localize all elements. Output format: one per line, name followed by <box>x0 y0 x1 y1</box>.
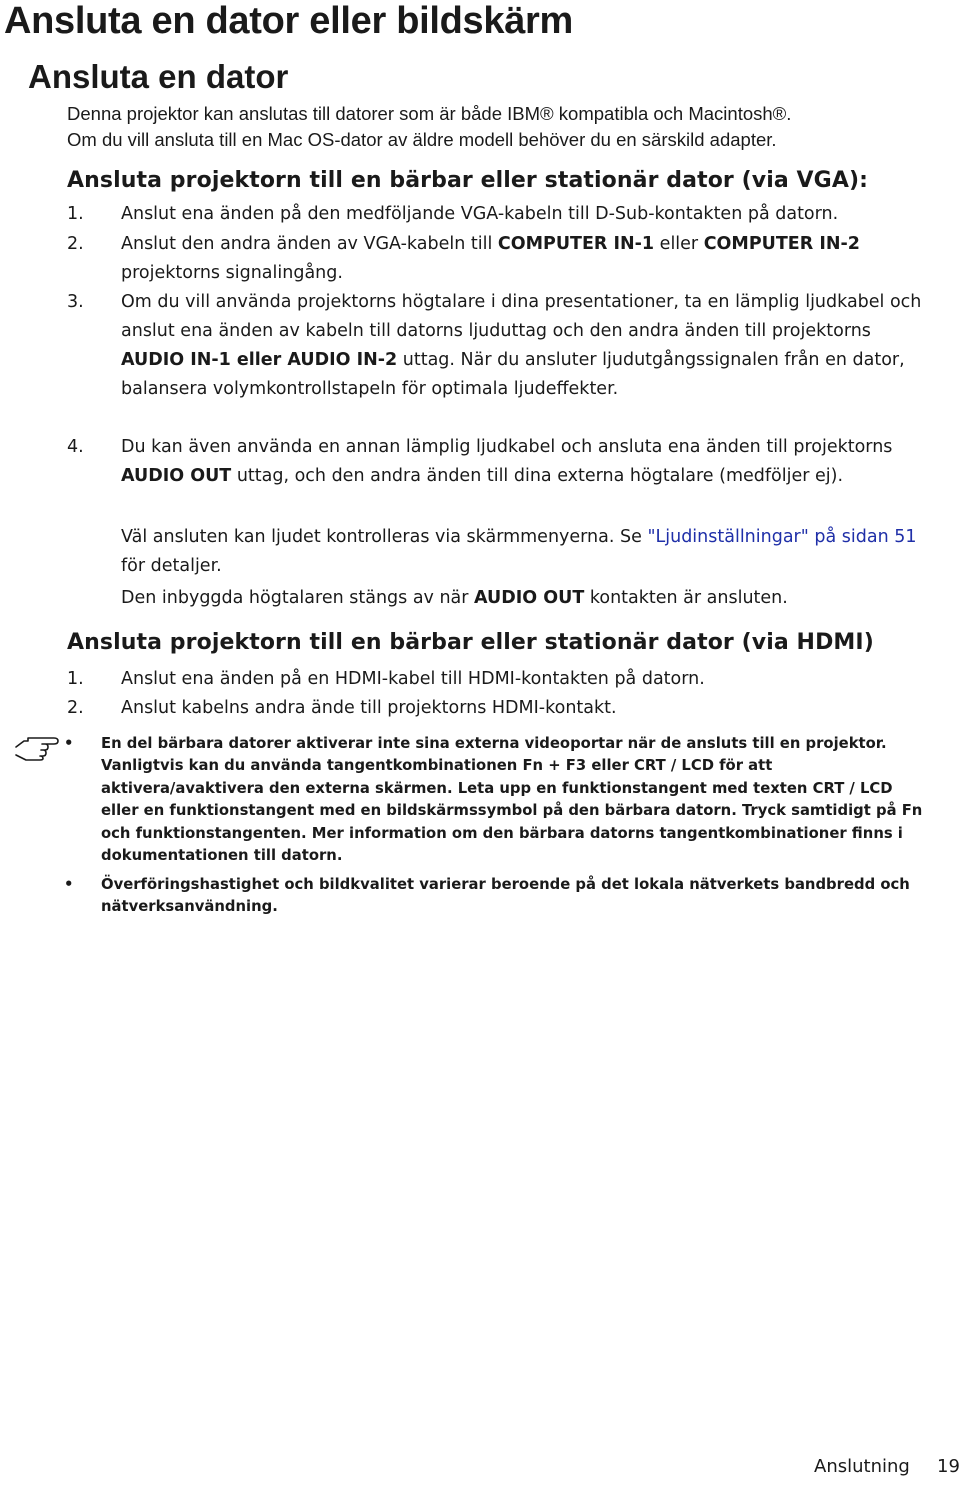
hdmi-step-1 <box>67 665 937 694</box>
section-title: Ansluta en dator <box>28 58 289 95</box>
pointing-hand-icon <box>14 733 60 761</box>
vga-step-4 <box>67 433 937 491</box>
bullet: • <box>64 876 74 893</box>
vga-step-3 <box>67 288 937 404</box>
hdmi-heading: Ansluta projektorn till en bärbar eller stationär dator (via HDMI) <box>67 630 874 655</box>
vga-heading: Ansluta projektorn till en bärbar eller stationär dator (via VGA): <box>67 168 869 193</box>
step-text: Anslut den andra änden av VGA-kabeln till COMPUTER IN-1 eller COMPUTER IN-2 projektorns signalingång. <box>121 234 860 283</box>
step-number: 3. <box>67 292 84 312</box>
cross-reference-link[interactable]: "Ljudinställningar" på sidan 51 <box>647 527 917 547</box>
step-number: 4. <box>67 437 84 457</box>
step-text: Anslut kabelns andra ände till projektorns HDMI-kontakt. <box>121 698 617 718</box>
step-text: Anslut ena änden på den medföljande VGA-kabeln till D-Sub-kontakten på datorn. <box>121 204 839 224</box>
note-text: En del bärbara datorer aktiverar inte sina externa videoportar när de ansluts till en projektor. Vanligtvis kan du använda tangentkombinationen Fn + F3 eller CRT / LCD för att aktivera/avaktivera den externa skärmen. Leta upp en funktionstangent med texten CRT / LCD eller en funktionstangent med en bildskärmssymbol på den bärbara datorn. Tryck samtidigt på Fn och funktionstangenten. Mer information om den bärbara datorns tangentkombinationer finns i dokumentationen till datorn. <box>101 735 923 865</box>
intro-paragraph <box>67 101 947 153</box>
step-text: Anslut ena änden på en HDMI-kabel till HDMI-kontakten på datorn. <box>121 669 705 689</box>
step-number: 2. <box>67 698 84 718</box>
audio-settings-note: Väl ansluten kan ljudet kontrolleras via skärmmenyerna. Se "Ljudinställningar" på sidan 51 för detaljer. <box>121 527 917 576</box>
bullet: • <box>64 735 74 752</box>
note-text: Överföringshastighet och bildkvalitet varierar beroende på det lokala nätverkets bandbredd och nätverksanvändning. <box>101 876 910 916</box>
page-title: Ansluta en dator eller bildskärm <box>4 0 574 42</box>
port-name: AUDIO OUT <box>121 466 232 486</box>
page-number: 19 <box>937 1456 960 1477</box>
note-item <box>64 733 934 867</box>
step-text: Om du vill använda projektorns högtalare i dina presentationer, ta en lämplig ljudkabel och anslut ena änden av kabeln till datorns ljuduttag och den andra änden till projektorns AUDIO IN-1 eller AUDIO IN-2 uttag. När du ansluter ljudutgångssignalen från en dator, balansera volymkontrollstapeln för optimala ljudeffekter. <box>121 292 922 399</box>
step-number: 1. <box>67 669 84 689</box>
speaker-off-note: Den inbyggda högtalaren stängs av när AUDIO OUT kontakten är ansluten. <box>121 588 788 608</box>
vga-step-1 <box>67 200 937 229</box>
port-name: AUDIO IN-1 eller AUDIO IN-2 <box>121 350 398 370</box>
vga-step-2 <box>67 230 937 288</box>
intro-line: Denna projektor kan anslutas till datorer som är både IBM® kompatibla och Macintosh®. <box>67 103 792 124</box>
port-name: COMPUTER IN-1 <box>497 234 655 254</box>
note-item <box>64 874 934 919</box>
step-number: 1. <box>67 204 84 224</box>
step-number: 2. <box>67 234 84 254</box>
footer-section-label: Anslutning <box>814 1456 910 1477</box>
port-name: AUDIO OUT <box>474 588 585 608</box>
hdmi-step-2 <box>67 694 937 723</box>
intro-line: Om du vill ansluta till en Mac OS-dator av äldre modell behöver du en särskild adapter. <box>67 129 777 150</box>
step-text: Du kan även använda en annan lämplig ljudkabel och ansluta ena änden till projektorns AUDIO OUT uttag, och den andra änden till dina externa högtalare (medföljer ej). <box>121 437 893 486</box>
port-name: COMPUTER IN-2 <box>703 234 860 254</box>
